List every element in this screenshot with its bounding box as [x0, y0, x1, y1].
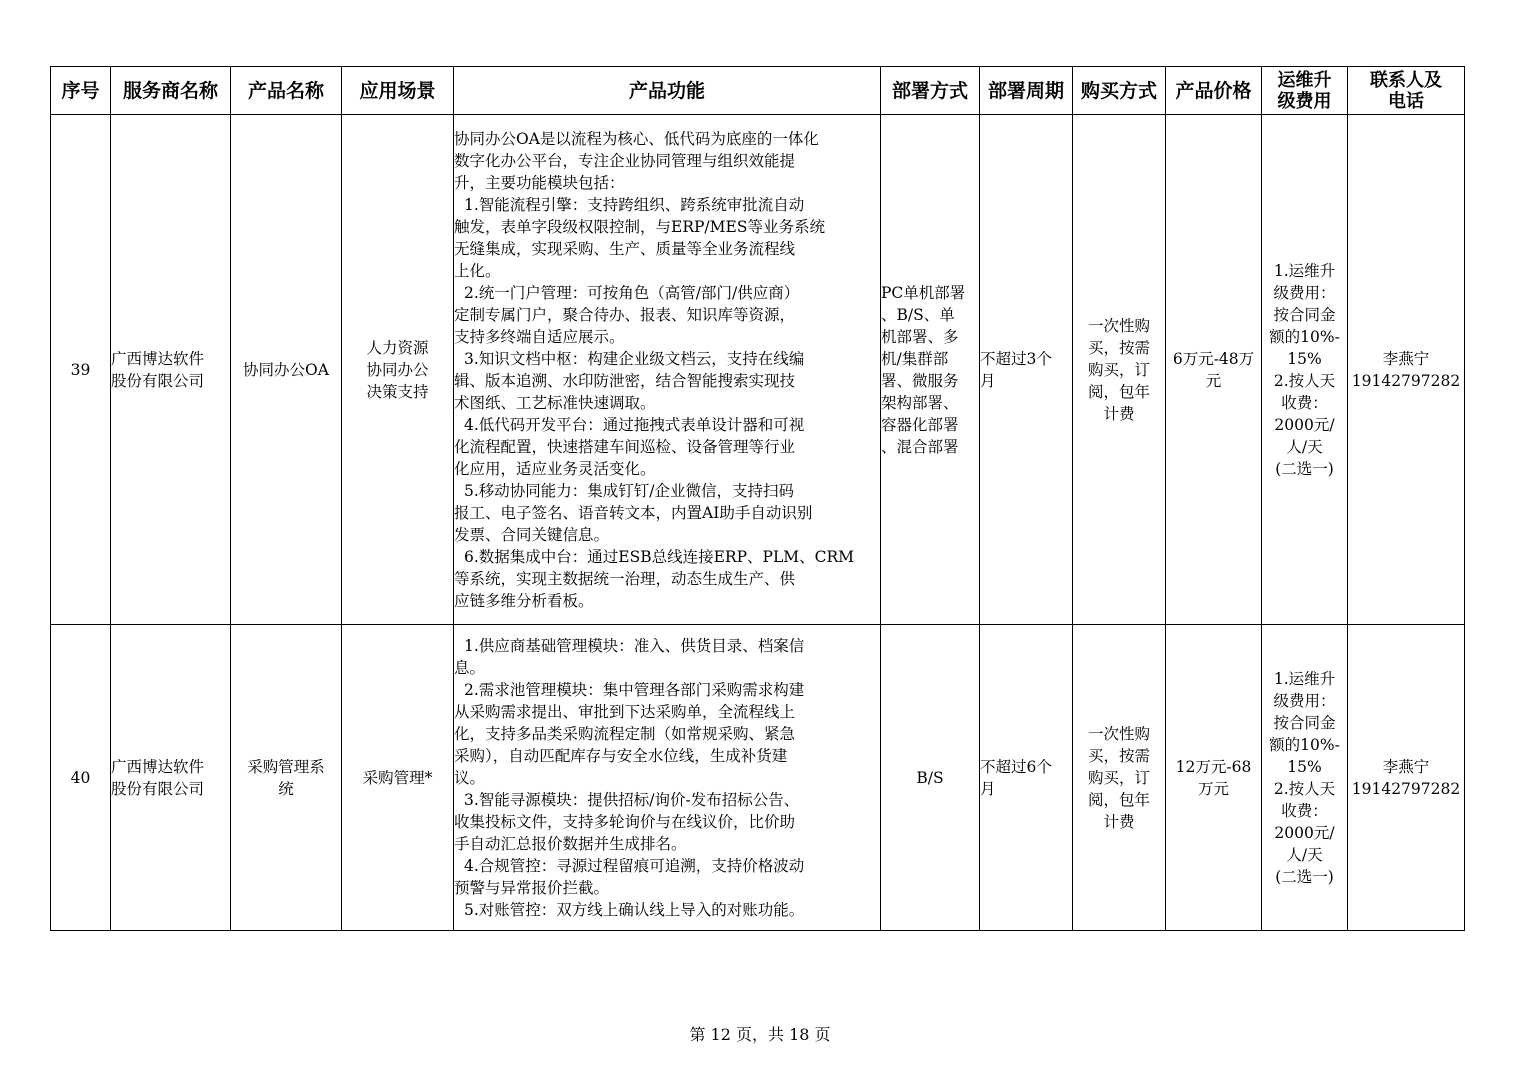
function-line: 4.低代码开发平台：通过拖拽式表单设计器和可视 — [464, 415, 805, 434]
fee-line: (二选一) — [1275, 867, 1334, 886]
deploy-mode-line: 机/集群部 — [881, 349, 949, 368]
function-line: 协同办公OA是以流程为核心、低代码为底座的一体化 — [454, 129, 819, 148]
cell-deploy-mode: B/S — [881, 625, 980, 931]
function-line: 5.移动协同能力：集成钉钉/企业微信，支持扫码 — [464, 481, 795, 500]
header-maintenance-fee-line1: 运维升 — [1277, 69, 1332, 91]
provider-line: 广西博达软件 — [111, 349, 205, 368]
function-line: 议。 — [454, 768, 486, 787]
function-line: 收集投标文件，支持多轮询价与在线议价，比价助 — [454, 812, 796, 831]
function-line: 辑、版本追溯、水印防泄密，结合智能搜索实现技 — [454, 371, 796, 390]
fee-line: 额的10%- — [1269, 735, 1340, 754]
provider-line: 股份有限公司 — [111, 371, 205, 390]
fee-line: 2.按人天 — [1273, 779, 1336, 798]
purchase-line: 购买，订 — [1087, 360, 1150, 379]
purchase-line: 买，按需 — [1087, 338, 1150, 357]
cell-maintenance-fee — [1262, 115, 1348, 625]
cell-price — [1166, 625, 1262, 931]
price-line: 6万元-48万 — [1172, 349, 1255, 368]
deploy-period-line: 月 — [980, 779, 996, 798]
header-contact — [1348, 67, 1465, 115]
header-maintenance-fee — [1262, 67, 1348, 115]
fee-line: 2.按人天 — [1273, 371, 1336, 390]
header-deploy-period: 部署周期 — [980, 67, 1073, 115]
function-line: 息。 — [454, 658, 486, 677]
function-line: 报工、电子签名、语音转文本，内置AI助手自动识别 — [454, 503, 813, 522]
cell-index: 39 — [51, 115, 111, 625]
deploy-mode-line: 署、微服务 — [881, 371, 959, 390]
cell-function — [454, 115, 881, 625]
scenario-line: 决策支持 — [366, 382, 429, 401]
function-line: 应链多维分析看板。 — [454, 591, 594, 610]
function-line: 等系统，实现主数据统一治理，动态生成生产、供 — [454, 569, 796, 588]
scenario-line: 人力资源 — [366, 338, 429, 357]
header-provider: 服务商名称 — [111, 67, 231, 115]
deploy-mode-line: 、B/S、单 — [881, 305, 955, 324]
fee-line: 按合同金 — [1273, 713, 1336, 732]
product-name-line: 统 — [278, 779, 294, 798]
cell-maintenance-fee — [1262, 625, 1348, 931]
contact-phone: 19142797282 — [1351, 371, 1461, 390]
cell-scenario — [342, 115, 454, 625]
provider-line: 广西博达软件 — [111, 757, 205, 776]
provider-line: 股份有限公司 — [111, 779, 205, 798]
page-number-footer: 第 12 页，共 18 页 — [689, 1025, 831, 1044]
cell-contact — [1348, 625, 1465, 931]
fee-line: 收费： — [1281, 393, 1328, 412]
contact-phone: 19142797282 — [1351, 779, 1461, 798]
function-line: 1.智能流程引擎：支持跨组织、跨系统审批流自动 — [464, 195, 805, 214]
cell-provider — [111, 115, 231, 625]
function-line: 触发，表单字段级权限控制，与ERP/MES等业务系统 — [454, 217, 825, 236]
purchase-line: 购买，订 — [1087, 768, 1150, 787]
product-name-line: 采购管理系 — [247, 757, 325, 776]
fee-line: 额的10%- — [1269, 327, 1340, 346]
fee-line: 级费用： — [1273, 691, 1336, 710]
function-line: 采购），自动匹配库存与安全水位线，生成补货建 — [454, 746, 788, 765]
fee-line: 1.运维升 — [1273, 669, 1336, 688]
header-index: 序号 — [51, 67, 111, 115]
cell-scenario: 采购管理* — [342, 625, 454, 931]
cell-product-name: 协同办公OA — [231, 115, 342, 625]
deploy-mode-line: 架构部署、 — [881, 393, 959, 412]
fee-line: (二选一) — [1275, 459, 1334, 478]
function-line: 数字化办公平台，专注企业协同管理与组织效能提 — [454, 151, 796, 170]
function-line: 1.供应商基础管理模块：准入、供货目录、档案信 — [464, 636, 805, 655]
cell-deploy-period — [980, 115, 1073, 625]
cell-contact — [1348, 115, 1465, 625]
function-line: 发票、合同关键信息。 — [454, 525, 610, 544]
function-line: 升，主要功能模块包括： — [454, 173, 625, 192]
deploy-mode-line: 机部署、多 — [881, 327, 959, 346]
header-deploy-mode: 部署方式 — [881, 67, 980, 115]
header-maintenance-fee-line2: 级费用 — [1277, 90, 1332, 112]
cell-purchase-mode — [1073, 625, 1166, 931]
deploy-period-line: 不超过3个 — [980, 349, 1052, 368]
scenario-line: 协同办公 — [366, 360, 429, 379]
function-line: 化应用，适应业务灵活变化。 — [454, 459, 656, 478]
header-purchase-mode: 购买方式 — [1073, 67, 1166, 115]
fee-line: 2000元/ — [1274, 415, 1335, 434]
price-line: 12万元-68 — [1175, 757, 1252, 776]
header-price: 产品价格 — [1166, 67, 1262, 115]
fee-line: 15% — [1287, 349, 1322, 368]
purchase-line: 一次性购 — [1087, 316, 1150, 335]
function-line: 预警与异常报价拦截。 — [454, 878, 610, 897]
function-line: 6.数据集成中台：通过ESB总线连接ERP、PLM、CRM — [464, 547, 855, 566]
function-line: 从采购需求提出、审批到下达采购单，全流程线上 — [454, 702, 796, 721]
cell-deploy-mode — [881, 115, 980, 625]
deploy-mode-line: 容器化部署 — [881, 415, 959, 434]
purchase-line: 一次性购 — [1087, 724, 1150, 743]
contact-name: 李燕宁 — [1382, 349, 1430, 368]
cell-price — [1166, 115, 1262, 625]
function-line: 5.对账管控：双方线上确认线上导入的对账功能。 — [464, 900, 805, 919]
purchase-line: 计费 — [1103, 812, 1135, 831]
function-line: 3.智能寻源模块：提供招标/询价-发布招标公告、 — [464, 790, 800, 809]
header-scenario: 应用场景 — [342, 67, 454, 115]
contact-name: 李燕宁 — [1382, 757, 1430, 776]
function-line: 化，支持多品类采购流程定制（如常规采购、紧急 — [454, 724, 796, 743]
fee-line: 人/天 — [1286, 437, 1323, 456]
deploy-period-line: 不超过6个 — [980, 757, 1052, 776]
deploy-mode-line: PC单机部署 — [881, 283, 966, 302]
function-line: 定制专属门户，聚合待办、报表、知识库等资源， — [454, 305, 796, 324]
deploy-period-line: 月 — [980, 371, 996, 390]
function-line: 4.合规管控：寻源过程留痕可追溯，支持价格波动 — [464, 856, 805, 875]
header-contact-line1: 联系人及 — [1370, 69, 1442, 91]
cell-product-name — [231, 625, 342, 931]
function-line: 2.统一门户管理：可按角色（高管/部门/供应商） — [464, 283, 800, 302]
purchase-line: 阅，包年 — [1087, 790, 1150, 809]
table-row — [51, 115, 1465, 625]
fee-line: 按合同金 — [1273, 305, 1336, 324]
product-table — [50, 66, 1465, 931]
function-line: 手自动汇总报价数据并生成排名。 — [454, 834, 687, 853]
cell-provider — [111, 625, 231, 931]
price-line: 元 — [1205, 371, 1222, 390]
cell-deploy-period — [980, 625, 1073, 931]
fee-line: 2000元/ — [1274, 823, 1335, 842]
purchase-line: 买，按需 — [1087, 746, 1150, 765]
fee-line: 收费： — [1281, 801, 1328, 820]
header-row — [51, 67, 1465, 115]
fee-line: 15% — [1287, 757, 1322, 776]
header-function: 产品功能 — [454, 67, 881, 115]
fee-line: 1.运维升 — [1273, 261, 1336, 280]
cell-purchase-mode — [1073, 115, 1166, 625]
fee-line: 级费用： — [1273, 283, 1336, 302]
purchase-line: 阅，包年 — [1087, 382, 1150, 401]
header-contact-line2: 电话 — [1388, 90, 1424, 112]
function-line: 无缝集成，实现采购、生产、质量等全业务流程线 — [454, 239, 796, 258]
function-line: 支持多终端自适应展示。 — [454, 327, 625, 346]
purchase-line: 计费 — [1103, 404, 1135, 423]
function-line: 术图纸、工艺标准快速调取。 — [454, 393, 656, 412]
function-line: 化流程配置，快速搭建车间巡检、设备管理等行业 — [454, 437, 796, 456]
fee-line: 人/天 — [1286, 845, 1323, 864]
deploy-mode-line: 、混合部署 — [881, 437, 959, 456]
function-line: 3.知识文档中枢：构建企业级文档云，支持在线编 — [464, 349, 805, 368]
cell-index: 40 — [51, 625, 111, 931]
cell-function — [454, 625, 881, 931]
price-line: 万元 — [1197, 779, 1229, 798]
table-row — [51, 625, 1465, 931]
function-line: 上化。 — [454, 261, 501, 280]
header-product-name: 产品名称 — [231, 67, 342, 115]
function-line: 2.需求池管理模块：集中管理各部门采购需求构建 — [464, 680, 805, 699]
